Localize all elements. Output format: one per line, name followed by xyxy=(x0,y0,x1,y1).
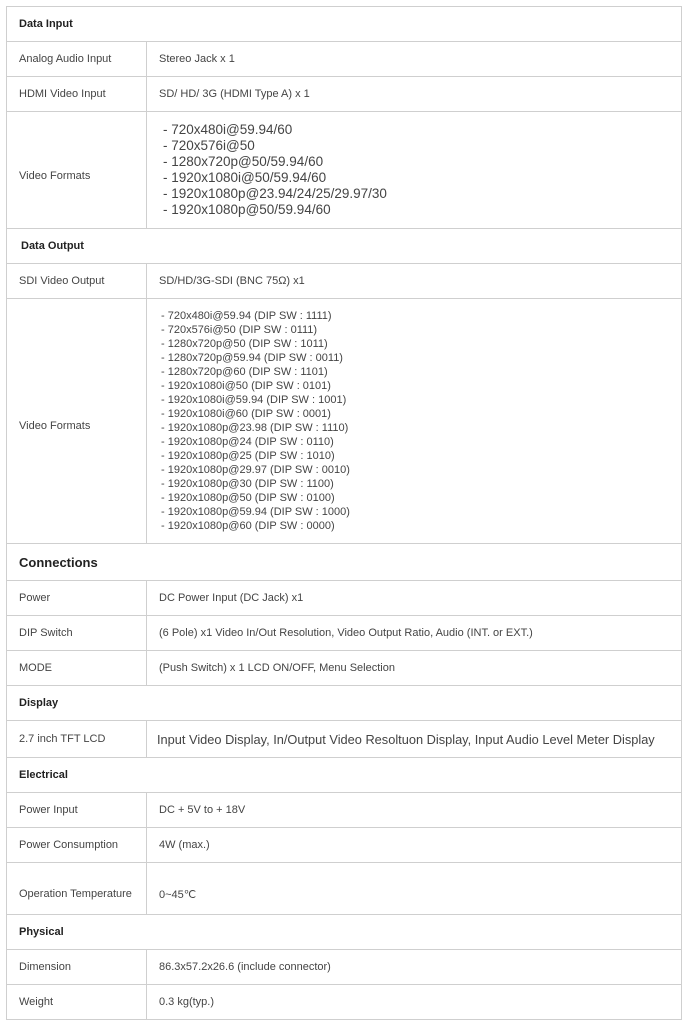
row-analog-audio-input xyxy=(7,42,682,77)
format-item: - 1920x1080p@50 (DIP SW : 0100) xyxy=(161,492,335,504)
format-item: - 1280x720p@50 (DIP SW : 1011) xyxy=(161,338,328,350)
section-title: Data Input xyxy=(7,7,682,42)
row-label: Video Formats xyxy=(7,299,147,544)
row-power xyxy=(7,581,682,616)
row-value: (Push Switch) x 1 LCD ON/OFF, Menu Selection xyxy=(147,651,682,686)
format-item: - 1280x720p@50/59.94/60 xyxy=(163,154,324,169)
section-title: Connections xyxy=(7,544,682,581)
row-label: Power Input xyxy=(7,793,147,828)
format-item: - 1920x1080p@29.97 (DIP SW : 0010) xyxy=(161,464,350,476)
section-title: Electrical xyxy=(7,758,682,793)
row-value: Stereo Jack x 1 xyxy=(147,42,682,77)
row-value: DC + 5V to + 18V xyxy=(147,793,682,828)
row-label: Power xyxy=(7,581,147,616)
section-title: Display xyxy=(7,686,682,721)
section-display xyxy=(7,686,682,721)
row-label: Dimension xyxy=(7,950,147,985)
row-weight xyxy=(7,985,682,1020)
row-label: MODE xyxy=(7,651,147,686)
format-item: - 1920x1080p@30 (DIP SW : 1100) xyxy=(161,478,334,490)
section-electrical xyxy=(7,758,682,793)
row-value: DC Power Input (DC Jack) x1 xyxy=(147,581,682,616)
row-dip-switch xyxy=(7,616,682,651)
row-label: Power Consumption xyxy=(7,828,147,863)
row-value: 0.3 kg(typ.) xyxy=(147,985,682,1020)
row-output-video-formats xyxy=(7,299,682,544)
row-value: 0~45℃ xyxy=(147,863,682,915)
format-item: - 1920x1080p@60 (DIP SW : 0000) xyxy=(161,520,335,532)
format-item: - 1920x1080i@50 (DIP SW : 0101) xyxy=(161,380,331,392)
format-item: - 1920x1080i@60 (DIP SW : 0001) xyxy=(161,408,331,420)
section-data-input xyxy=(7,7,682,42)
row-label: Weight xyxy=(7,985,147,1020)
row-dimension xyxy=(7,950,682,985)
format-item: - 1920x1080i@50/59.94/60 xyxy=(163,170,327,185)
row-tft-lcd xyxy=(7,721,682,758)
row-value: 86.3x57.2x26.6 (include connector) xyxy=(147,950,682,985)
row-label: DIP Switch xyxy=(7,616,147,651)
row-label: Video Formats xyxy=(7,112,147,229)
row-label: Operation Temperature xyxy=(7,863,147,915)
row-label: Analog Audio Input xyxy=(7,42,147,77)
format-item: - 1920x1080p@50/59.94/60 xyxy=(163,202,331,217)
row-power-consumption xyxy=(7,828,682,863)
row-value xyxy=(147,299,682,544)
row-value: SD/ HD/ 3G (HDMI Type A) x 1 xyxy=(147,77,682,112)
format-item: - 1920x1080p@25 (DIP SW : 1010) xyxy=(161,450,335,462)
format-item: - 1280x720p@59.94 (DIP SW : 0011) xyxy=(161,352,343,364)
section-title: Data Output xyxy=(7,229,682,264)
format-item: - 720x576i@50 xyxy=(163,138,255,153)
row-value: 4W (max.) xyxy=(147,828,682,863)
row-input-video-formats xyxy=(7,112,682,229)
format-item: - 1920x1080p@23.94/24/25/29.97/30 xyxy=(163,186,387,201)
row-operation-temperature xyxy=(7,863,682,915)
row-sdi-video-output xyxy=(7,264,682,299)
row-label: SDI Video Output xyxy=(7,264,147,299)
section-data-output xyxy=(7,229,682,264)
section-connections xyxy=(7,544,682,581)
row-value xyxy=(147,112,682,229)
spec-table xyxy=(6,6,682,1020)
input-format-list xyxy=(163,122,669,218)
row-value: SD/HD/3G-SDI (BNC 75Ω) x1 xyxy=(147,264,682,299)
format-item: - 1920x1080i@59.94 (DIP SW : 1001) xyxy=(161,394,347,406)
row-value: (6 Pole) x1 Video In/Out Resolution, Video Output Ratio, Audio (INT. or EXT.) xyxy=(147,616,682,651)
format-item: - 720x480i@59.94/60 xyxy=(163,122,293,137)
format-item: - 1920x1080p@24 (DIP SW : 0110) xyxy=(161,436,334,448)
format-item: - 1920x1080p@23.98 (DIP SW : 1110) xyxy=(161,422,349,434)
row-power-input xyxy=(7,793,682,828)
row-value: Input Video Display, In/Output Video Resoltuon Display, Input Audio Level Meter Display xyxy=(147,721,682,758)
row-label: HDMI Video Input xyxy=(7,77,147,112)
format-item: - 1920x1080p@59.94 (DIP SW : 1000) xyxy=(161,506,350,518)
format-item: - 720x480i@59.94 (DIP SW : 1111) xyxy=(161,310,332,322)
row-hdmi-video-input xyxy=(7,77,682,112)
section-physical xyxy=(7,915,682,950)
output-format-list xyxy=(161,309,669,533)
section-title: Physical xyxy=(7,915,682,950)
format-item: - 1280x720p@60 (DIP SW : 1101) xyxy=(161,366,328,378)
format-item: - 720x576i@50 (DIP SW : 0111) xyxy=(161,324,318,336)
row-label: 2.7 inch TFT LCD xyxy=(7,721,147,758)
row-mode xyxy=(7,651,682,686)
